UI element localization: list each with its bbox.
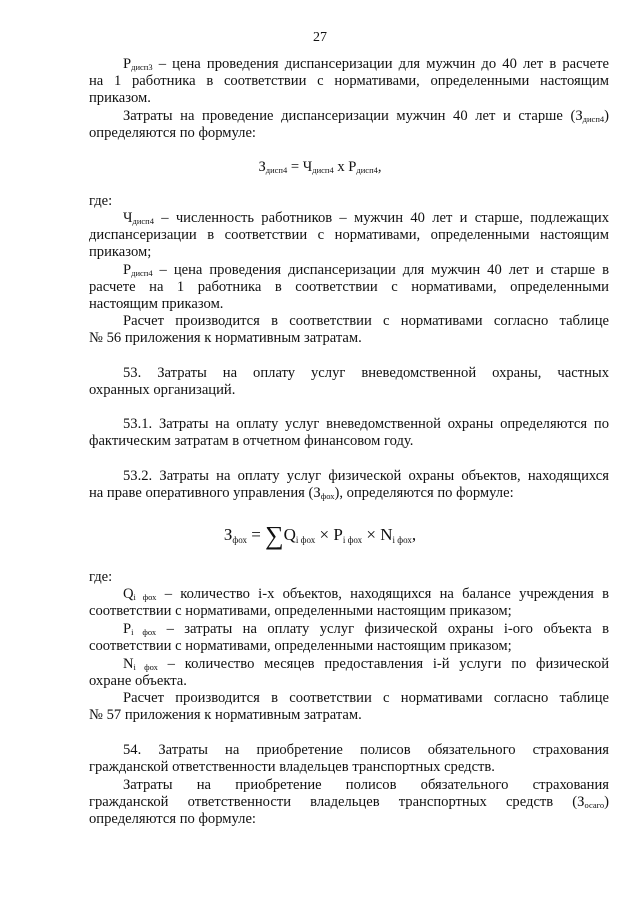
text-line: $Р_{дисп4}$ – цена проведения диспансеризации для мужчин 40 лет и старше в: [123, 262, 609, 278]
text-line: охране объекта.: [89, 673, 187, 689]
text-line: $Р_{дисп3}$ – цена проведения диспансеризации для мужчин до 40 лет в расчете: [123, 56, 609, 72]
section-heading: охранных организаций.: [89, 382, 236, 398]
text-line: Расчет производится в соответствии с нормативами согласно таблице: [123, 690, 609, 706]
text-line: соответствии с нормативами, определенными настоящим приказом;: [89, 603, 512, 619]
text-line: на праве оперативного управления $(З_{фох})$, определяются по формуле:: [89, 485, 514, 501]
text-line: определяются по формуле:: [89, 811, 256, 827]
text-line: диспансеризации в соответствии с нормативами, определенными настоящим: [89, 227, 609, 243]
text-line: Расчет производится в соответствии с нормативами согласно таблице: [123, 313, 609, 329]
page-number: 27: [313, 30, 327, 45]
text-line: на 1 работника в соответствии с нормативами, определенными настоящим: [89, 73, 609, 89]
text-line: Затраты на приобретение полисов обязательного страхования: [123, 777, 609, 793]
section-heading: 54. Затраты на приобретение полисов обязательного страхования: [123, 742, 609, 758]
text-line: настоящим приказом.: [89, 296, 224, 312]
formula-dispensarization: $З_{дисп4} = Ч_{дисп4}$ х $Р_{дисп4}$,: [258, 159, 382, 175]
text-line: $N_{i фох}$ – количество месяцев предоставления i-й услуги по физической: [123, 656, 609, 672]
text-line: № 56 приложения к нормативным затратам.: [89, 330, 362, 346]
text-line: расчете на 1 работника в соответствии с нормативами, определенными: [89, 279, 609, 295]
text-line: определяются по формуле:: [89, 125, 256, 141]
text-line: $Q_{i фох}$ – количество i-х объектов, находящихся на балансе учреждения в: [123, 586, 609, 602]
sum-sign: ∑: [265, 521, 284, 550]
text-line: приказом.: [89, 90, 151, 106]
text-line: фактическим затратам в отчетном финансовом году.: [89, 433, 414, 449]
text-line: $P_{i фох}$ – затраты на оплату услуг физической охраны i-ого объекта в: [123, 621, 609, 637]
text-line: 53.1. Затраты на оплату услуг вневедомственной охраны определяются по: [123, 416, 609, 432]
section-heading: 53. Затраты на оплату услуг вневедомственной охраны, частных: [123, 365, 609, 381]
text-line: где:: [89, 193, 113, 209]
text-line: где:: [89, 569, 113, 585]
text-line: Затраты на проведение диспансеризации мужчин 40 лет и старше $(З_{дисп4})$: [123, 108, 609, 124]
text-line: № 57 приложения к нормативным затратам.: [89, 707, 362, 723]
section-heading: гражданской ответственности владельцев транспортных средств.: [89, 759, 495, 775]
text-line: 53.2. Затраты на оплату услуг физической охраны объектов, находящихся: [123, 468, 609, 484]
text-line: соответствии с нормативами, определенными настоящим приказом;: [89, 638, 512, 654]
formula-security: $З_{фох} = \sum Q_{i фох} \times P_{i фох} \times N_{i фох}$,: [223, 521, 417, 550]
text-line: приказом;: [89, 244, 152, 260]
text-line: $Ч_{дисп4}$ – численность работников – мужчин 40 лет и старше, подлежащих: [123, 210, 609, 226]
text-line: гражданской ответственности владельцев транспортных средств $(З_{осаго})$: [89, 794, 609, 810]
